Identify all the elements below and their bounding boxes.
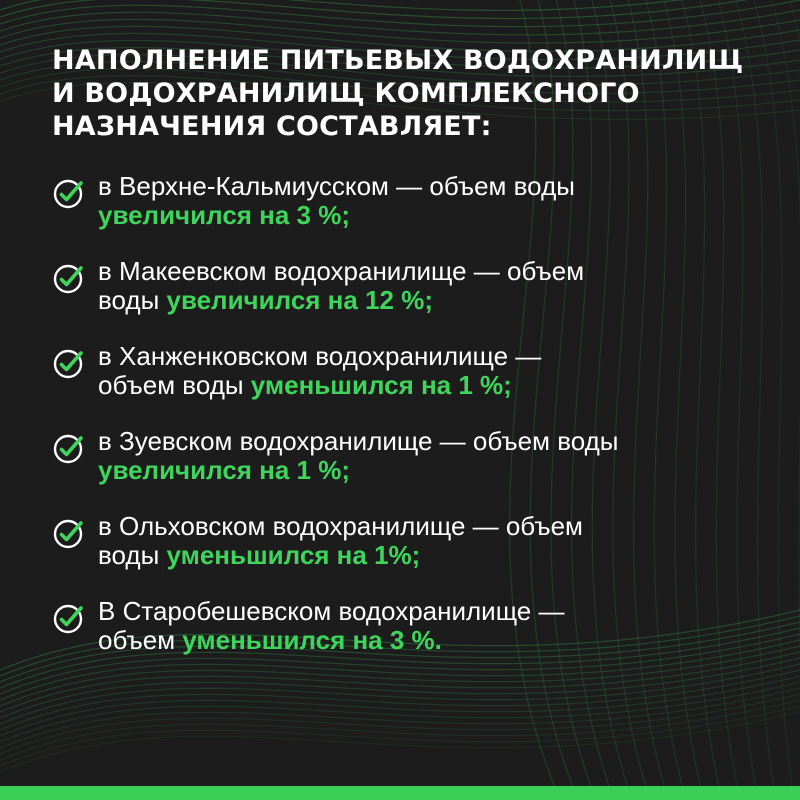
- list-item-text: [98, 342, 772, 400]
- list-item-highlight: уменьшился на 1 %;: [250, 370, 512, 400]
- reservoir-list: [52, 172, 772, 682]
- list-item-line-1: в Верхне-Кальмиусском — объем воды: [98, 171, 575, 201]
- list-item-line-2: [98, 201, 772, 230]
- list-item-line-1: в Макеевском водохранилище — объем: [98, 256, 585, 286]
- list-item-line-1: в Зуевском водохранилище — объем воды: [98, 426, 619, 456]
- list-item-line-1: в Ольховском водохранилище — объем: [98, 511, 583, 541]
- title-line-1: НАПОЛНЕНИЕ ПИТЬЕВЫХ ВОДОХРАНИЛИЩ: [52, 45, 744, 76]
- list-item-highlight: уменьшился на 3 %.: [182, 625, 442, 655]
- list-item-highlight: увеличился на 12 %;: [166, 285, 433, 315]
- list-item-line-2: [98, 456, 772, 485]
- list-item-line-1: В Старобешевском водохранилище —: [98, 596, 565, 626]
- check-circle-icon: [52, 433, 84, 465]
- bottom-accent-bar: [0, 786, 800, 800]
- list-item-lead: воды: [98, 285, 167, 315]
- list-item: [52, 597, 772, 682]
- list-item-line-2: [98, 541, 772, 570]
- list-item-line-1: в Ханженковском водохранилище —: [98, 341, 542, 371]
- page-title: [52, 44, 772, 143]
- list-item: [52, 172, 772, 257]
- list-item-text: [98, 512, 772, 570]
- list-item-highlight: увеличился на 3 %;: [98, 200, 351, 230]
- list-item-text: [98, 172, 772, 230]
- check-circle-icon: [52, 263, 84, 295]
- check-circle-icon: [52, 603, 84, 635]
- list-item-text: [98, 257, 772, 315]
- list-item: [52, 342, 772, 427]
- list-item-text: [98, 597, 772, 655]
- check-circle-icon: [52, 178, 84, 210]
- list-item-lead: воды: [98, 540, 167, 570]
- list-item-text: [98, 427, 772, 485]
- list-item-line-2: [98, 626, 772, 655]
- list-item-lead: объем воды: [98, 370, 251, 400]
- list-item-highlight: уменьшился на 1%;: [166, 540, 421, 570]
- list-item: [52, 257, 772, 342]
- list-item-highlight: увеличился на 1 %;: [98, 455, 351, 485]
- check-circle-icon: [52, 348, 84, 380]
- list-item-line-2: [98, 286, 772, 315]
- list-item-line-2: [98, 371, 772, 400]
- title-line-3: НАЗНАЧЕНИЯ СОСТАВЛЯЕТ:: [52, 111, 492, 142]
- list-item-lead: объем: [98, 625, 183, 655]
- check-circle-icon: [52, 518, 84, 550]
- title-line-2: И ВОДОХРАНИЛИЩ КОМПЛЕКСНОГО: [52, 78, 640, 109]
- list-item: [52, 427, 772, 512]
- list-item: [52, 512, 772, 597]
